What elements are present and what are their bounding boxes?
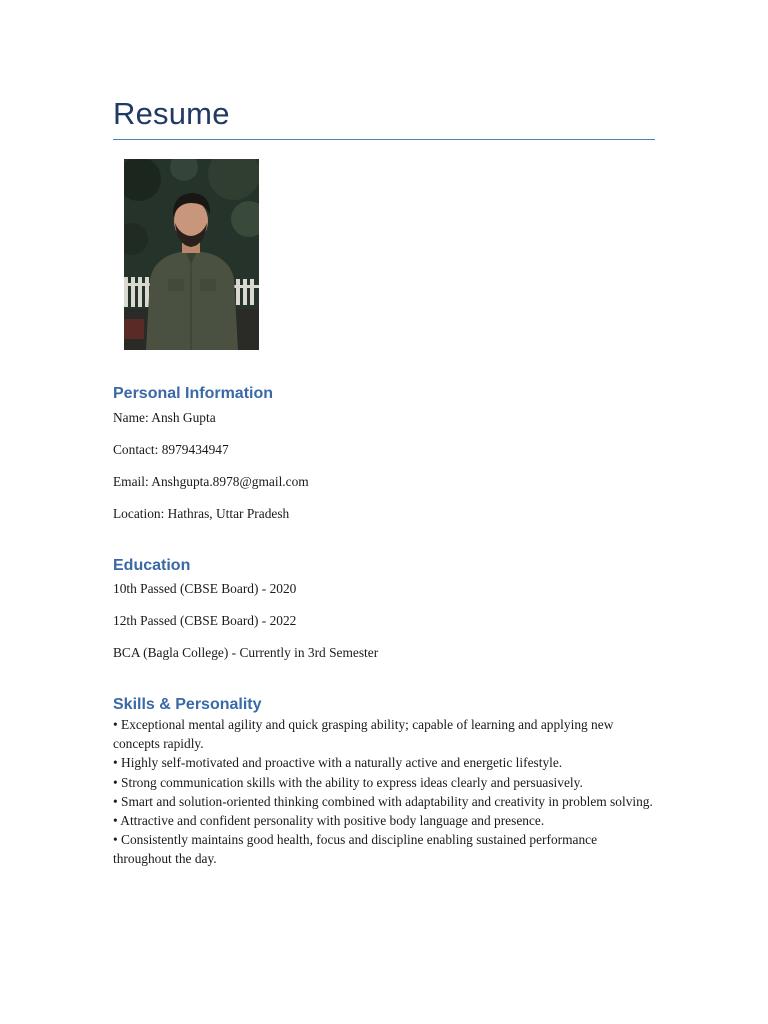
contact-line: Contact: 8979434947	[113, 442, 229, 457]
title-divider	[113, 139, 655, 140]
personal-section	[113, 384, 655, 521]
skill-item: • Consistently maintains good health, focus and discipline enabling sustained performance throughout the day.	[113, 832, 598, 867]
skills-section	[113, 695, 655, 867]
skills-list	[113, 715, 653, 869]
skill-item: • Highly self-motivated and proactive with a naturally active and energetic lifestyle.	[113, 755, 563, 771]
profile-photo	[124, 159, 259, 350]
education-item: 10th Passed (CBSE Board) - 2020	[113, 581, 297, 596]
education-item: BCA (Bagla College) - Currently in 3rd Semester	[113, 645, 379, 660]
skill-item: • Strong communication skills with the ability to express ideas clearly and persuasively.	[113, 774, 583, 790]
education-section	[113, 556, 655, 660]
education-item: 12th Passed (CBSE Board) - 2022	[113, 613, 297, 628]
section-heading-skills: Skills & Personality	[113, 696, 262, 713]
name-line: Name: Ansh Gupta	[113, 410, 216, 425]
section-heading-education: Education	[113, 557, 191, 574]
email-line: Email: Anshgupta.8978@gmail.com	[113, 474, 309, 489]
skill-item: • Smart and solution-oriented thinking combined with adaptability and creativity in problem solving.	[113, 793, 653, 809]
skill-item: • Exceptional mental agility and quick grasping ability; capable of learning and applying new concepts rapidly.	[113, 717, 614, 752]
page-title: Resume	[113, 96, 230, 131]
section-heading-personal: Personal Information	[113, 385, 274, 402]
skill-item: • Attractive and confident personality with positive body language and presence.	[113, 813, 545, 829]
location-line: Location: Hathras, Uttar Pradesh	[113, 506, 290, 521]
